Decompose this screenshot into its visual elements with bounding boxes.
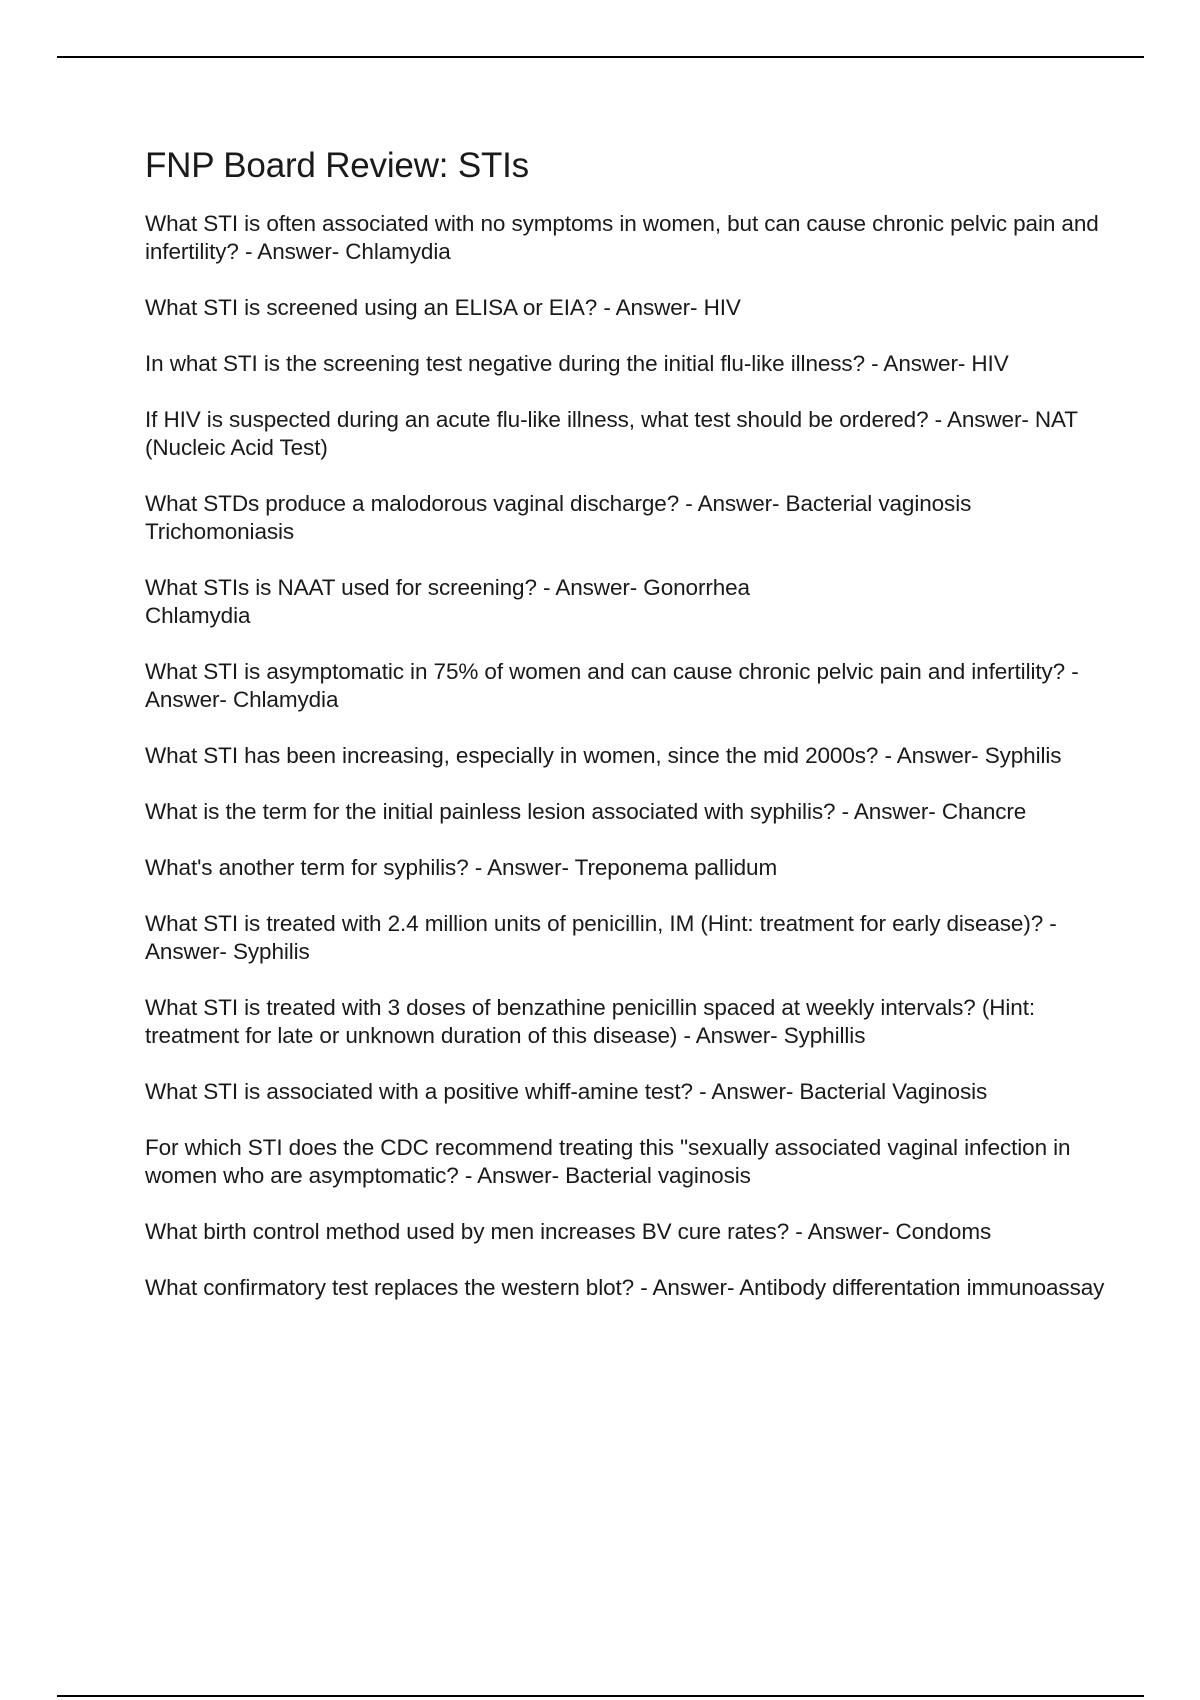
qa-item: What STIs is NAAT used for screening? - Answer- Gonorrhea Chlamydia (145, 575, 750, 628)
qa-item: If HIV is suspected during an acute flu-like illness, what test should be ordered? - Answer- NAT (Nucleic Acid Test) (145, 407, 1078, 460)
qa-item: What STI is screened using an ELISA or EIA? - Answer- HIV (145, 295, 741, 320)
qa-item: What STI is treated with 2.4 million units of penicillin, IM (Hint: treatment for early disease)? - Answer- Syphilis (145, 911, 1057, 964)
qa-item: What STI has been increasing, especially in women, since the mid 2000s? - Answer- Syphilis (145, 743, 1062, 768)
qa-item: What STI is often associated with no symptoms in women, but can cause chronic pelvic pain and infertility? - Answer- Chlamydia (145, 211, 1099, 264)
qa-item: What STI is associated with a positive whiff-amine test? - Answer- Bacterial Vaginosis (145, 1079, 988, 1104)
qa-item: What STI is asymptomatic in 75% of women and can cause chronic pelvic pain and infertility? - Answer- Chlamydia (145, 659, 1079, 712)
top-rule (57, 56, 1144, 58)
qa-item: In what STI is the screening test negative during the initial flu-like illness? - Answer- HIV (145, 351, 1009, 376)
qa-item: What birth control method used by men increases BV cure rates? - Answer- Condoms (145, 1219, 992, 1244)
document-title: FNP Board Review: STIs (145, 146, 529, 185)
bottom-rule (57, 1695, 1144, 1697)
qa-item: What is the term for the initial painless lesion associated with syphilis? - Answer- Chancre (145, 799, 1027, 824)
qa-item: What confirmatory test replaces the western blot? - Answer- Antibody differentation immunoassay (145, 1275, 1105, 1300)
qa-item: For which STI does the CDC recommend treating this "sexually associated vaginal infection in women who are asymptomatic? - Answer- Bacterial vaginosis (145, 1135, 1071, 1188)
qa-list (145, 210, 1105, 1302)
qa-item: What's another term for syphilis? - Answer- Treponema pallidum (145, 855, 778, 880)
document-page (145, 146, 1105, 1330)
qa-item: What STDs produce a malodorous vaginal discharge? - Answer- Bacterial vaginosis Trichomoniasis (145, 491, 972, 544)
qa-item: What STI is treated with 3 doses of benzathine penicillin spaced at weekly intervals? (Hint: treatment for late or unknown duration of this disease) - Answer- Syphillis (145, 995, 1035, 1048)
